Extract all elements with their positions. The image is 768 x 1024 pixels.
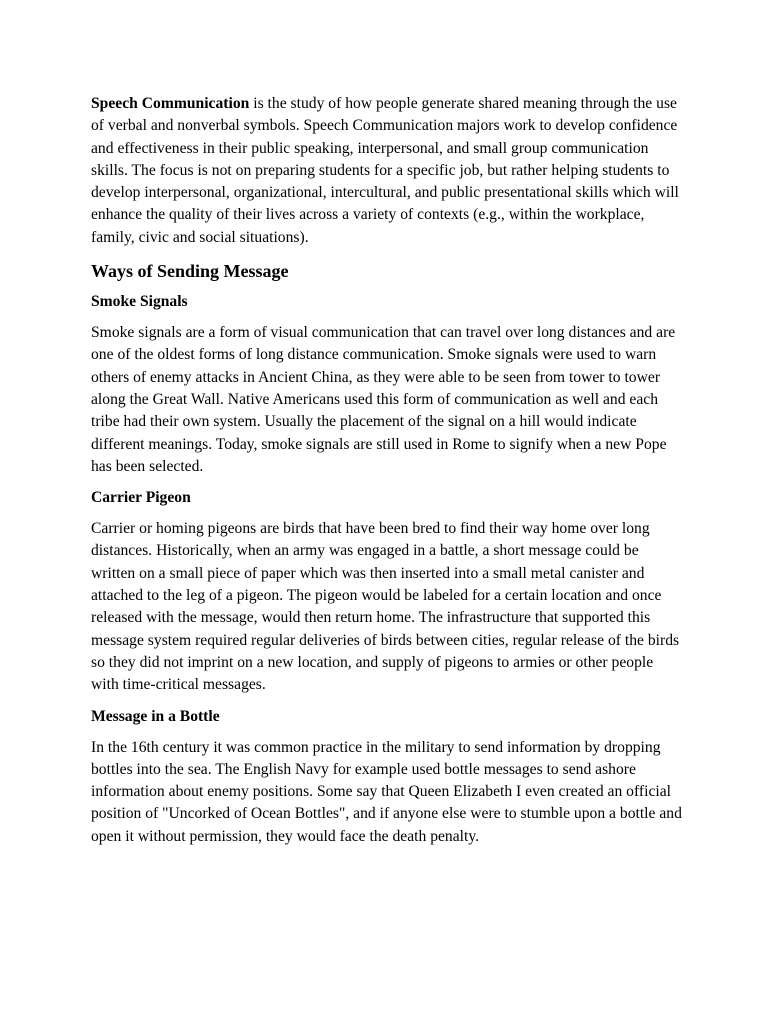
intro-paragraph — [91, 93, 683, 249]
intro-term: Speech Communication — [91, 95, 250, 112]
section-body-message-in-a-bottle: In the 16th century it was common practice in the military to send information by dropping bottles into the sea. The English Navy for example used bottle messages to send ashore information about enemy positions. Some say that Queen Elizabeth I even created an official position of "Uncorked of Ocean Bottles", and if anyone else were to stumble upon a bottle and open it without permission, they would face the death penalty. — [91, 738, 682, 845]
intro-text: is the study of how people generate shared meaning through the use of verbal and nonverbal symbols. Speech Communication majors work to develop confidence and effectiveness in their public speaking, interpersonal, and small group communication skills. The focus is not on preparing students for a specific job, but rather helping students to develop interpersonal, organizational, intercultural, and public presentational skills which will enhance the quality of their lives across a variety of contexts (e.g., within the workplace, family, civic and social situations). — [91, 95, 679, 246]
section-body-carrier-pigeon: Carrier or homing pigeons are birds that have been bred to find their way home over long distances. Historically, when an army was engaged in a battle, a short message could be written on a small piece of paper which was then inserted into a small metal canister and attached to the leg of a pigeon. The pigeon would be labeled for a certain location and once released with the message, would then return home. The infrastructure that supported this message system required regular deliveries of birds between cities, regular release of the birds so they did not imprint on a new location, and supply of pigeons to armies or other people with time-critical messages. — [91, 520, 680, 694]
document-page — [91, 90, 683, 848]
section-heading-smoke-signals: Smoke Signals — [91, 293, 188, 311]
section-body-smoke-signals: Smoke signals are a form of visual communication that can travel over long distances and are one of the oldest forms of long distance communication. Smoke signals were used to warn others of enemy attacks in Ancient China, as they were able to be seen from tower to tower along the Great Wall. Native Americans used this form of communication as well and each tribe had their own system. Usually the placement of the signal on a hill would indicate different meanings. Today, smoke signals are still used in Rome to signify when a new Pope has been selected. — [91, 324, 676, 475]
section-heading-message-in-a-bottle: Message in a Bottle — [91, 707, 220, 725]
main-heading: Ways of Sending Message — [91, 261, 289, 282]
section-heading-carrier-pigeon: Carrier Pigeon — [91, 489, 191, 507]
